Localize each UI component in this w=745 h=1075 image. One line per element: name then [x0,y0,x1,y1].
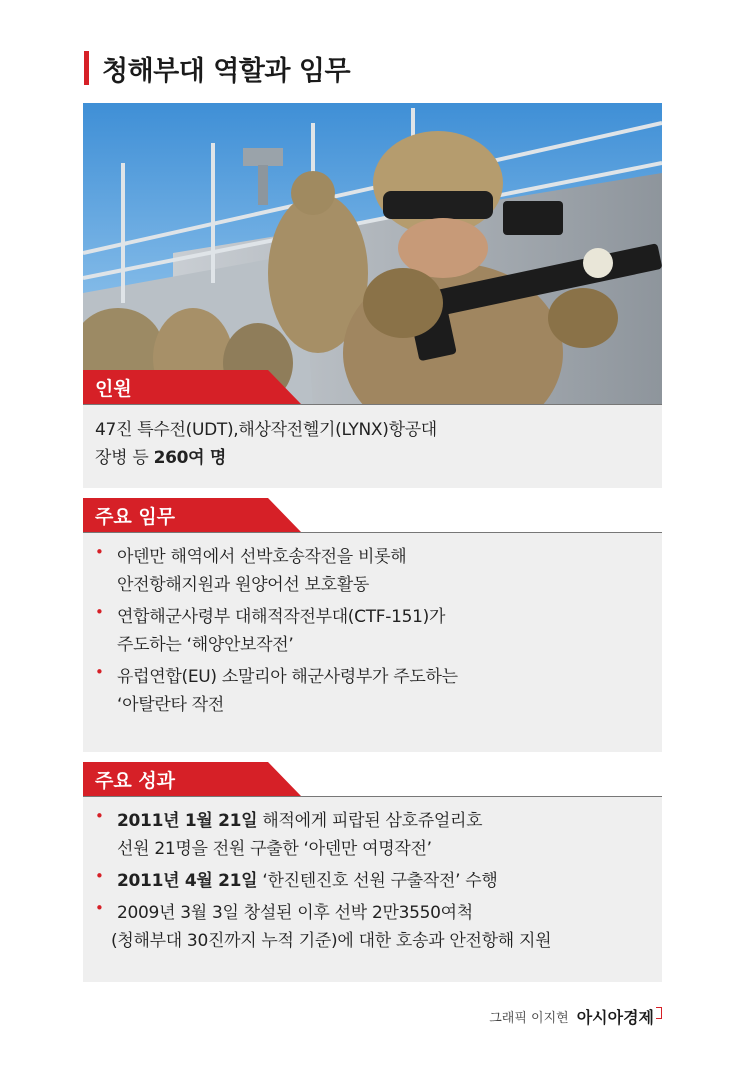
personnel-text: 장병 등 [95,448,154,468]
brand-mark-icon [656,1007,662,1019]
achievement-line: 2009년 3월 3일 창설된 이후 선박 2만3550여척 [117,903,473,923]
achievement-line: (청해부대 30진까지 누적 기준)에 대한 호송과 안전항해 지원 [111,931,552,951]
mission-item [83,663,662,719]
bullet-icon: • [95,867,104,885]
mission-line: 유럽연합(EU) 소말리아 해군사령부가 주도하는 [117,667,458,687]
personnel-line-2 [95,444,662,472]
mission-line: 연합해군사령부 대해적작전부대(CTF-151)가 [117,607,446,627]
mission-line: 안전항해지원과 원양어선 보호활동 [117,575,370,595]
mission-item [83,603,662,659]
achievements-box [83,796,662,982]
page-title: 청해부대 역할과 임무 [102,55,351,87]
personnel-count: 260여 명 [153,448,227,468]
section-heading-personnel: 인원 [95,377,132,400]
achievement-item [83,899,662,955]
achievement-date: 2011년 1월 21일 [117,811,258,831]
bullet-icon: • [95,543,104,561]
bullet-icon: • [95,807,104,825]
achievement-line [117,807,662,835]
section-heading-achievements: 주요 성과 [95,769,176,792]
bullet-icon: • [95,603,104,621]
title-block [84,48,350,88]
achievement-text: ‘한진텐진호 선원 구출작전’ 수행 [257,871,498,891]
achievement-line [117,867,662,895]
missions-box [83,532,662,752]
mission-line: 아덴만 해역에서 선박호송작전을 비롯해 [117,547,407,567]
bullet-icon: • [95,663,104,681]
soldier-photo [83,103,662,406]
section-tab-personnel [83,370,303,404]
title-accent-bar [84,51,89,85]
credit-author: 그래픽 이지현 [489,1011,569,1026]
section-tab-achievements [83,762,303,796]
mission-line: ‘아탈란타 작전 [117,695,224,715]
brand-logo: 아시아경제 [576,1008,654,1027]
achievement-line: 선원 21명을 전원 구출한 ‘아덴만 여명작전’ [117,839,432,859]
personnel-box [83,404,662,488]
achievement-item [83,867,662,895]
personnel-line-1: 47진 특수전(UDT),해상작전헬기(LYNX)항공대 [95,420,437,440]
achievement-item [83,807,662,863]
bullet-icon: • [95,899,104,917]
credit [489,1005,662,1028]
mission-item [83,543,662,599]
section-heading-missions: 주요 임무 [95,505,176,528]
section-tab-missions [83,498,303,532]
mission-line: 주도하는 ‘해양안보작전’ [117,635,294,655]
achievement-text: 해적에게 피랍된 삼호쥬얼리호 [257,811,483,831]
achievement-date: 2011년 4월 21일 [117,871,258,891]
